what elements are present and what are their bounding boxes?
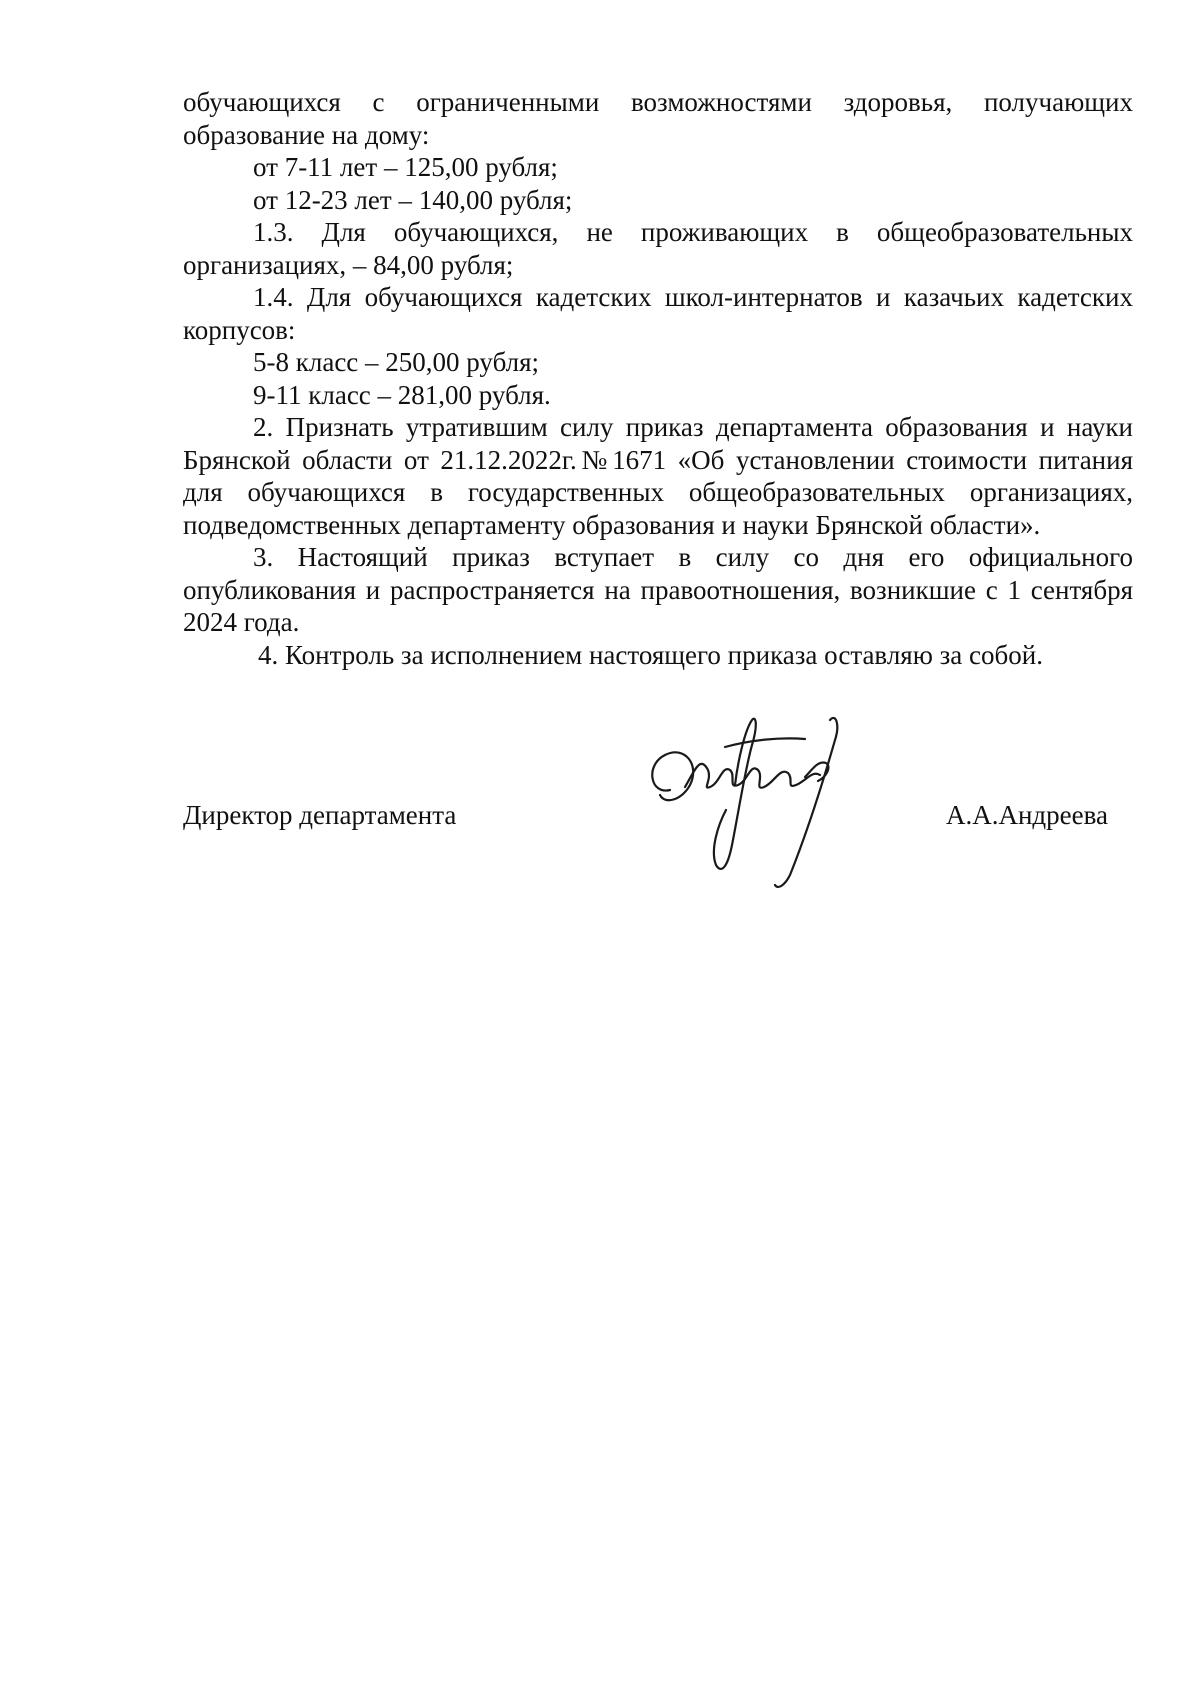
rate-grade-5-8: 5-8 класс – 250,00 рубля;: [253, 347, 540, 377]
document-body: [183, 86, 1133, 671]
rate-age-12-23: от 12-23 лет – 140,00 рубля;: [253, 184, 573, 215]
clause-4: 4. Контроль за исполнением настоящего приказа оставляю за собой.: [258, 639, 1043, 670]
rate-age-7-11: от 7-11 лет – 125,00 рубля;: [253, 152, 558, 182]
rate-grade-9-11: 9-11 класс – 281,00 рубля.: [253, 379, 551, 410]
paragraph-continuation: обучающихся с ограниченными возможностями здоровья, получающих образование на дому:: [183, 87, 1133, 150]
signatory-name: А.А.Андреева: [945, 800, 1108, 830]
clause-1-3: 1.3. Для обучающихся, не проживающих в общеобразовательных организациях, – 84,00 рубля;: [183, 217, 1133, 280]
clause-3: 3. Настоящий приказ вступает в силу со дня его официального опубликования и распространяется на правоотношения, возникшие с 1 сентября 2024 года.: [183, 542, 1133, 637]
handwritten-signature-icon: [640, 715, 900, 915]
clause-1-4: 1.4. Для обучающихся кадетских школ-интернатов и казачьих кадетских корпусов:: [183, 282, 1133, 345]
signatory-title: Директор департамента: [183, 800, 457, 830]
clause-2: 2. Признать утратившим силу приказ департамента образования и науки Брянской области от 21.12.2022г.№1671 «Об установлении стоимости питания для обучающихся в государственных общеобразовательных организациях, подведомственных департаменту образования и науки Брянской области».: [183, 412, 1133, 540]
